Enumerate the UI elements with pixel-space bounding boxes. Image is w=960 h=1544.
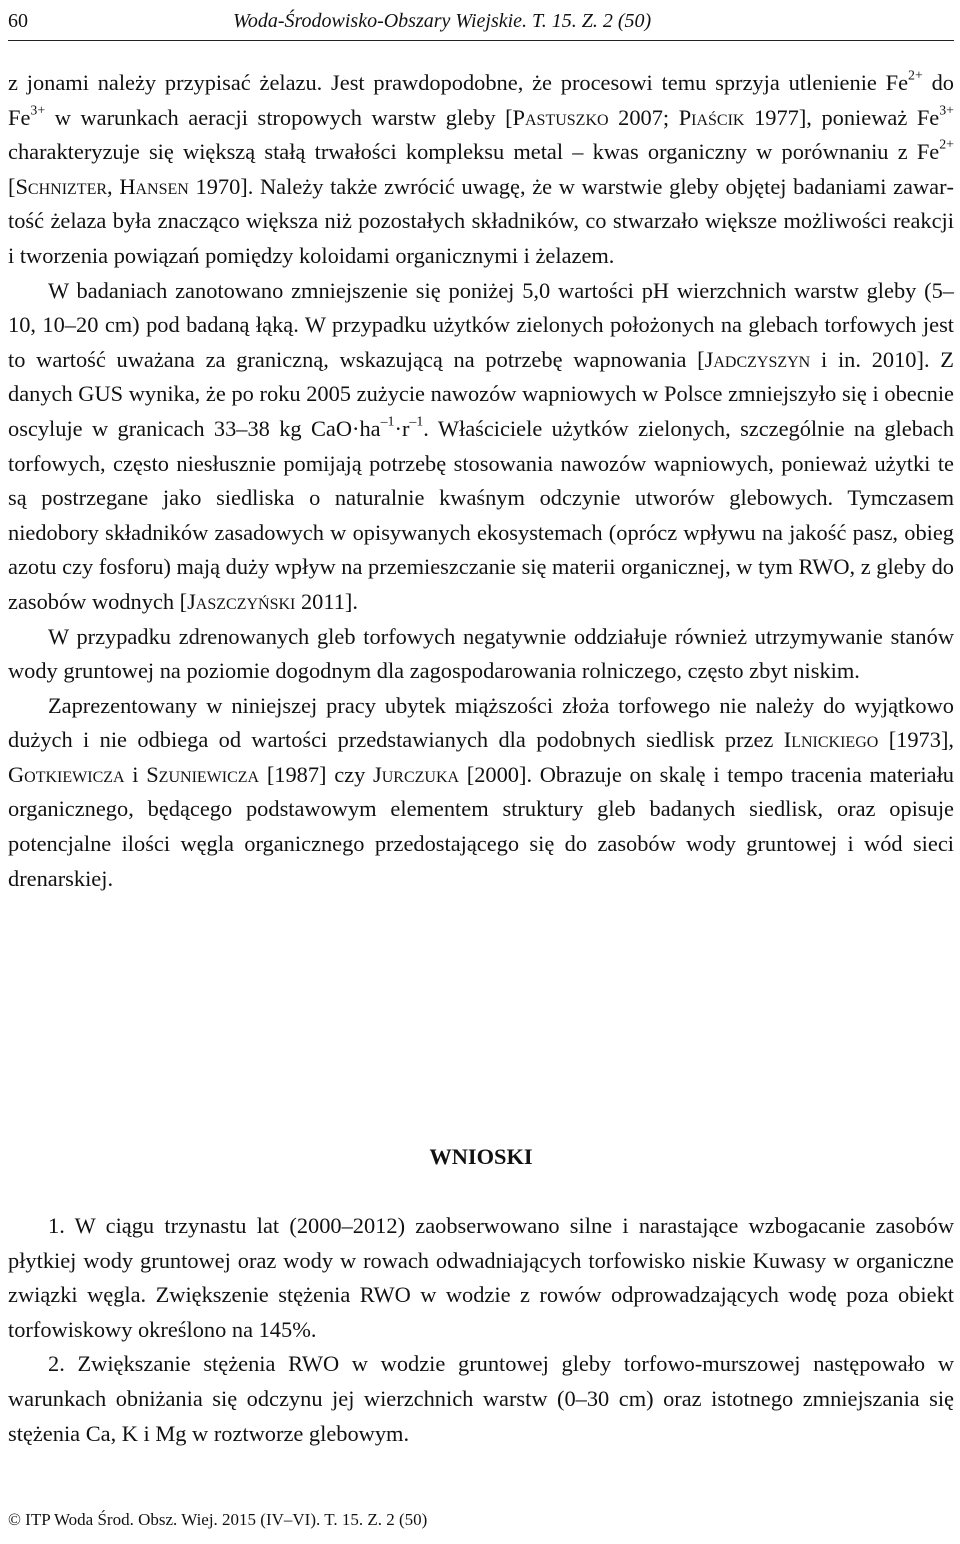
copyright-footer: © ITP Woda Środ. Obsz. Wiej. 2015 (IV–VI). T. 15. Z. 2 (50) (8, 1510, 428, 1529)
superscript: 3+ (939, 103, 954, 119)
text-run: [2000]. Obrazuje on skalę i tempo tracenia materiału organicznego, będącego podstawowym elementem struktury gleb badanych siedlisk, oraz opisuje potencjalne ilości węgla organicznego przedostającego się do zasobów wody gruntowej i wód sieci drenarskiej. (8, 761, 955, 891)
text-run: i (124, 761, 147, 787)
text-run: , (107, 173, 120, 199)
text-run: ·r (394, 415, 410, 441)
superscript: 2+ (939, 137, 954, 153)
citation-author: Gotkiewicza (8, 761, 125, 787)
citation-author: Schnizter (15, 173, 108, 199)
citation-author: Pastuszko (512, 104, 609, 130)
paragraph-3 (8, 620, 954, 689)
superscript: –1 (409, 414, 424, 430)
text-run: 1970]. Należy także zwrócić uwagę, że w warstwie gleby objętej badaniami zawartość żelaza była znacząco większa niż pozostałych składników, co stwarzało większe możliwości reakcji i tworzenia powiązań pomiędzy koloidami organicznymi i żelazem. (8, 173, 954, 268)
conclusion-item: 1. W ciągu trzynastu lat (2000–2012) zaobserwowano silne i narastające wzbogacanie zasobów płytkiej wody gruntowej oraz wody w rowach odwadniających torfowisko niskie Kuwasy w organiczne związki węgla. Zwiększenie stężenia RWO w wodzie z rowów odprowadzających wodę poza obiekt torfowiskowy określono na 145%. (8, 1213, 954, 1342)
text-run: Zaprezentowany w niniejszej pracy ubytek miąższości złoża torfowego nie należy do wyjątkowo dużych i nie odbiega od wartości przedstawianych dla podobnych siedlisk przez (8, 692, 954, 753)
text-run: z jonami należy przypisać żelazu. Jest prawdopodobne, że procesowi temu sprzyja utlenienie Fe (8, 70, 909, 95)
text-run: i in. 2010]. Z danych GUS wynika, że po roku 2005 zużycie nawozów wapniowych w Polsce zmniejszyło się i obecnie oscyluje w granicach 33–38 kg CaO·ha (8, 346, 954, 441)
journal-title: Woda-Środowisko-Obszary Wiejskie. T. 15. Z. 2 (50) (233, 10, 652, 32)
text-run: . Właściciele użytków zielonych, szczególnie na glebach torfowych, często niesłusznie pomijają potrzebę stosowania nawozów wapniowych, ponieważ użytki te są postrzegane jako siedliska o naturalnie kwaśnym odczynie utworów glebowych. Tymczasem niedobory składników zasadowych w opisywanych ekosystemach (oprócz wpływu na jakość pasz, obieg azotu czy fosforu) mają duży wpływ na przemieszczanie się materii organicznej, w tym RWO, z gleby do zasobów wodnych [ (8, 415, 954, 614)
citation-author: Hansen (119, 173, 189, 199)
conclusions-list (8, 1209, 954, 1451)
text-run: W badaniach zanotowano zmniejszenie się poniżej 5,0 wartości pH wierzchnich warstw gleby (5–10, 10–20 cm) pod badaną łąką. W przypadku użytków zielonych położonych na glebach torfowych jest to wartość uważana za graniczną, wskazującą na potrzebę wapnowania [ (8, 277, 954, 372)
text-run: 2007; (608, 104, 679, 130)
conclusion-item: 2. Zwiększanie stężenia RWO w wodzie gruntowej gleby torfowo-murszowej następowało w warunkach obniżania się odczynu jej wierzchnich warstw (0–30 cm) oraz istotnego zmniejszania się stężenia Ca, K i Mg w roztworze glebowym. (8, 1351, 954, 1446)
text-run: [1987] czy (259, 761, 373, 787)
page-number: 60 (8, 10, 28, 32)
citation-author: Szuniewicza (146, 761, 260, 787)
citation-author: Ilnickiego (783, 727, 879, 753)
citation-author: Jadczyszyn (704, 346, 811, 372)
superscript: –1 (380, 414, 395, 430)
text-run: do Fe (8, 70, 954, 130)
paragraph-4 (8, 689, 954, 897)
text-run: charakteryzuje się większą stałą trwałości kompleksu metal – kwas organiczny w porównaniu z Fe (8, 139, 940, 165)
text-run: 2011]. (295, 588, 358, 614)
superscript: 3+ (30, 103, 46, 119)
superscript: 2+ (908, 68, 923, 84)
header-rule (8, 40, 954, 41)
body-text (8, 66, 954, 896)
text-run: w warunkach aeracji stropowych warstw gleby [ (45, 104, 513, 130)
paragraph-2 (8, 274, 954, 620)
document-page (8, 0, 954, 1544)
text-run: W przypadku zdrenowanych gleb torfowych negatywnie oddziałuje również utrzymywanie stanów wody gruntowej na poziomie dogodnym dla zagospodarowania rolniczego, często zbyt niskim. (8, 623, 954, 684)
running-header (8, 6, 954, 36)
text-run: [1973], (878, 727, 955, 753)
citation-author: Jaszczyński (187, 588, 296, 614)
citation-author: Piaścik (678, 104, 745, 130)
text-run: 1977], ponieważ Fe (744, 104, 940, 130)
paragraph-1 (8, 66, 954, 274)
section-heading: WNIOSKI (429, 1144, 533, 1169)
text-run: [ (8, 173, 16, 199)
citation-author: Jurczuka (373, 761, 460, 787)
